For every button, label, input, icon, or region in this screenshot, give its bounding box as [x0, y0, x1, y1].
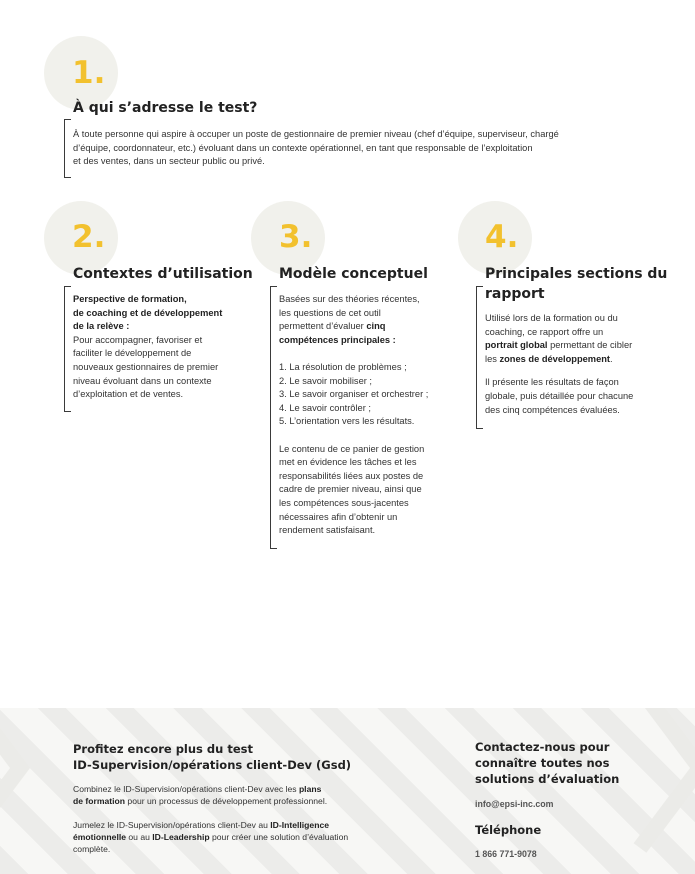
- section-3-body: [279, 293, 469, 538]
- section-4-number: 4.: [485, 219, 519, 255]
- footer-right-title-line: Contactez-nous pour: [475, 740, 610, 754]
- section-4-bracket: [476, 286, 483, 429]
- section-3-intro-line: les questions de cet outil: [279, 307, 381, 318]
- footer-left-title: [73, 741, 351, 773]
- section-3-outro-line: responsabilités liées aux postes de: [279, 470, 424, 481]
- section-3-title: Modèle conceptuel: [279, 266, 428, 282]
- section-4-line: portrait global permettant de cibler: [485, 340, 633, 351]
- phone-label: Téléphone: [475, 823, 542, 837]
- section-1-line: d’équipe, coordonnateur, etc.) évoluant dans un contexte opérationnel, en tant que responsable de l’exploitation: [73, 142, 533, 153]
- section-4-title: [485, 264, 685, 304]
- section-4-line: globale, puis détaillée pour chacune: [485, 390, 634, 401]
- section-1-line: et des ventes, dans un secteur public ou privé.: [73, 156, 265, 167]
- section-2-bold-line: de coaching et de développement: [73, 307, 223, 318]
- section-4-line: des cinq compétences évaluées.: [485, 404, 620, 415]
- section-2-bold-line: Perspective de formation,: [73, 294, 187, 304]
- phone-number[interactable]: 1 866 771-9078: [475, 849, 537, 859]
- section-4-line: Utilisé lors de la formation ou du: [485, 313, 618, 323]
- section-1-line: À toute personne qui aspire à occuper un poste de gestionnaire de premier niveau (chef d’équipe, superviseur, chargé: [73, 129, 559, 139]
- footer-paragraph-2: Jumelez le ID-Supervision/opérations client-Dev au ID-Intelligence émotionnelle ou au ID-Leadership pour créer une solution d’évaluation complète.: [73, 820, 349, 854]
- section-3-intro-line: compétences principales :: [279, 334, 396, 345]
- email-link[interactable]: info@epsi-inc.com: [475, 799, 554, 809]
- section-4-line: Il présente les résultats de façon: [485, 377, 619, 388]
- section-2-line: faciliter le développement de: [73, 348, 192, 359]
- section-2-number: 2.: [72, 219, 106, 255]
- footer-left-title-line: ID-Supervision/opérations client-Dev (Gsd): [73, 758, 352, 772]
- competency-list-item: 5. L’orientation vers les résultats.: [279, 416, 415, 427]
- section-3-outro-line: met en évidence les tâches et les: [279, 457, 417, 468]
- footer-right-title: [475, 739, 619, 787]
- section-4-line: coaching, ce rapport offre un: [485, 326, 604, 337]
- section-2-body: [73, 293, 263, 402]
- section-3-number: 3.: [279, 219, 313, 255]
- section-1-number: 1.: [72, 55, 106, 91]
- section-4-title-line: Principales sections du: [485, 266, 668, 282]
- footer-paragraph-1: Combinez le ID-Supervision/opérations client-Dev avec les plans de formation pour un processus de développement professionnel.: [73, 784, 328, 806]
- competency-list-item: 4. Le savoir contrôler ;: [279, 402, 371, 413]
- section-2-line: niveau évoluant dans un contexte: [73, 375, 212, 386]
- footer-right-title-line: solutions d’évaluation: [475, 772, 620, 786]
- footer-left-title-line: Profitez encore plus du test: [73, 742, 253, 756]
- section-3-intro-line: permettent d’évaluer cinq: [279, 321, 386, 332]
- section-4-title-line: rapport: [485, 286, 545, 302]
- section-1-bracket: [64, 119, 71, 178]
- section-2-line: d’exploitation et de ventes.: [73, 389, 184, 400]
- competency-list-item: 2. Le savoir mobiliser ;: [279, 375, 373, 386]
- footer-right-title-line: connaître toutes nos: [475, 756, 610, 770]
- section-4-line: les zones de développement.: [485, 353, 613, 364]
- section-2-bold-line: de la relève :: [73, 321, 130, 332]
- section-1-body: [73, 128, 653, 169]
- section-3-outro-line: nécessaires afin d’obtenir un: [279, 511, 398, 522]
- section-3-outro-line: les compétences sous-jacentes: [279, 497, 409, 508]
- section-1-title: À qui s’adresse le test?: [73, 100, 258, 116]
- section-2-title: Contextes d’utilisation: [73, 266, 253, 282]
- competency-list-item: 1. La résolution de problèmes ;: [279, 361, 407, 372]
- section-3-bracket: [270, 286, 277, 549]
- section-2-line: nouveaux gestionnaires de premier: [73, 361, 219, 372]
- section-3-intro-line: Basées sur des théories récentes,: [279, 294, 420, 304]
- section-2-bracket: [64, 286, 71, 412]
- section-3-outro-line: cadre de premier niveau, ainsi que: [279, 484, 422, 495]
- competency-list-item: 3. Le savoir organiser et orchestrer ;: [279, 389, 429, 400]
- section-3-outro-line: rendement satisfaisant.: [279, 525, 376, 536]
- section-3-outro-line: Le contenu de ce panier de gestion: [279, 443, 425, 454]
- section-4-body: [485, 312, 675, 417]
- section-2-line: Pour accompagner, favoriser et: [73, 334, 203, 345]
- footer-banner: [0, 708, 695, 874]
